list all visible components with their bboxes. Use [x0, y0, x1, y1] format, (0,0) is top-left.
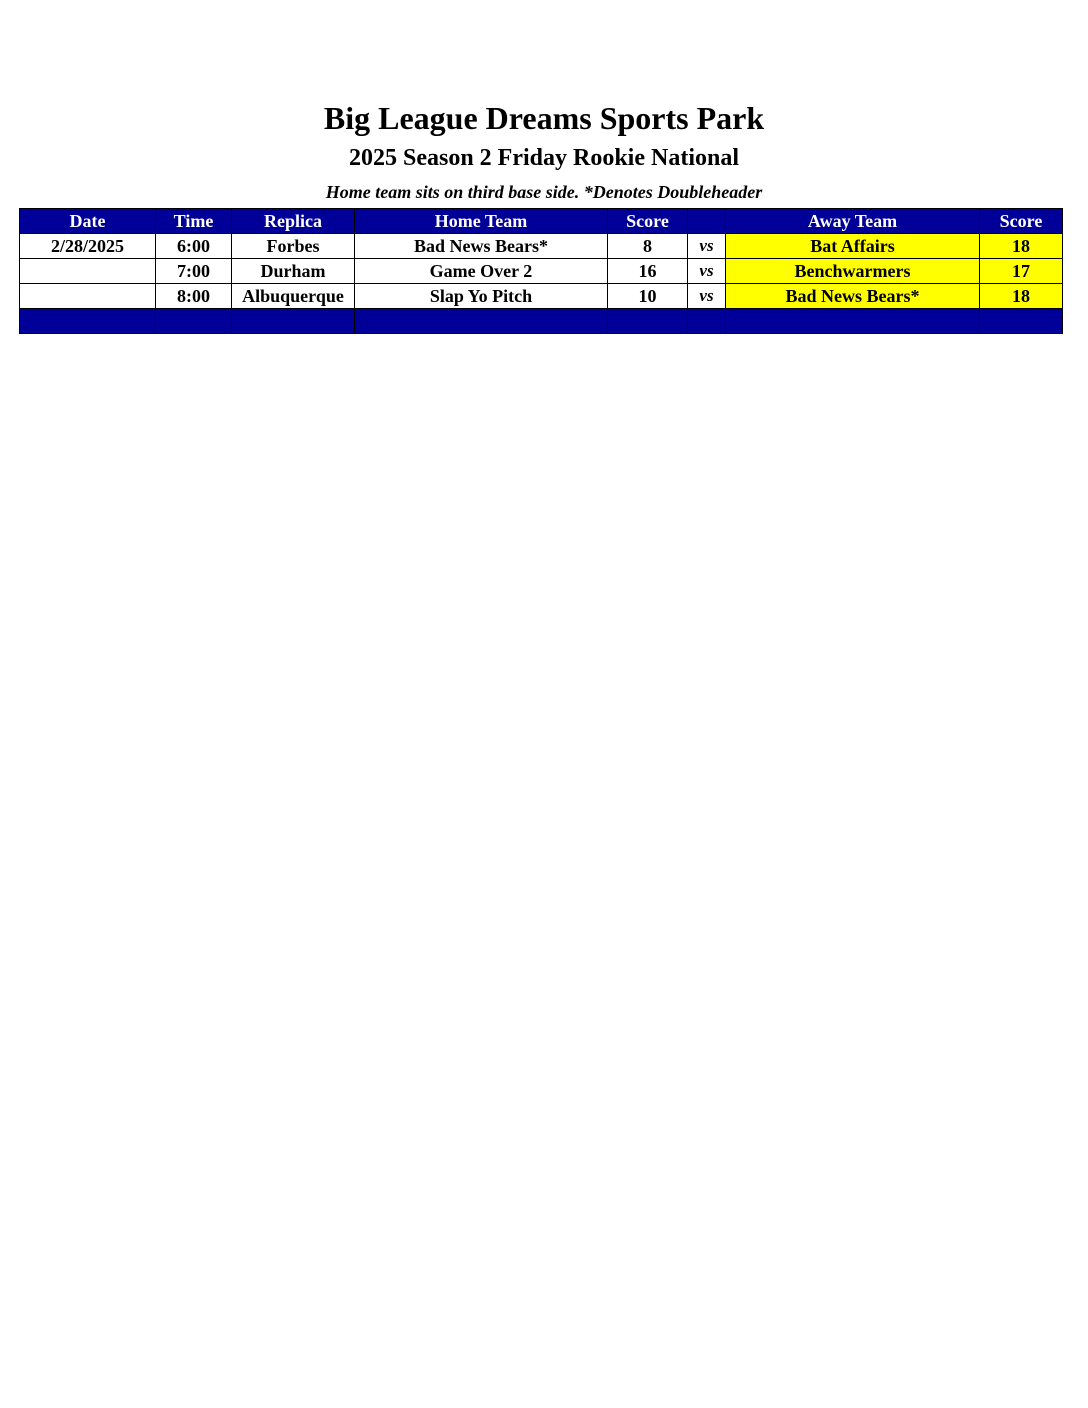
footer-cell [20, 309, 156, 334]
cell-replica: Forbes [232, 234, 355, 259]
cell-replica: Albuquerque [232, 284, 355, 309]
schedule-table [19, 208, 1063, 334]
table-header-row [20, 209, 1063, 234]
column-header-replica: Replica [232, 209, 355, 234]
cell-home-team: Game Over 2 [355, 259, 608, 284]
cell-vs: vs [688, 234, 726, 259]
table-row [20, 259, 1063, 284]
cell-date [20, 284, 156, 309]
cell-away-score: 18 [980, 234, 1063, 259]
cell-home-team: Slap Yo Pitch [355, 284, 608, 309]
cell-away-score: 17 [980, 259, 1063, 284]
cell-home-score: 16 [608, 259, 688, 284]
footer-cell [608, 309, 688, 334]
doubleheader-note: Home team sits on third base side. *Denotes Doubleheader [325, 182, 763, 202]
column-header-time: Time [156, 209, 232, 234]
column-header-away-score: Score [980, 209, 1063, 234]
page-title: Big League Dreams Sports Park [323, 100, 765, 136]
cell-time: 7:00 [156, 259, 232, 284]
cell-date: 2/28/2025 [20, 234, 156, 259]
cell-away-team: Benchwarmers [726, 259, 980, 284]
table-footer-row [20, 309, 1063, 334]
cell-away-team: Bat Affairs [726, 234, 980, 259]
column-header-home-score: Score [608, 209, 688, 234]
cell-home-score: 10 [608, 284, 688, 309]
table-row [20, 284, 1063, 309]
cell-vs: vs [688, 259, 726, 284]
cell-replica: Durham [232, 259, 355, 284]
column-header-away-team: Away Team [726, 209, 980, 234]
cell-home-score: 8 [608, 234, 688, 259]
page-subtitle: 2025 Season 2 Friday Rookie National [348, 145, 740, 171]
cell-home-team: Bad News Bears* [355, 234, 608, 259]
footer-cell [232, 309, 355, 334]
column-header-home-team: Home Team [355, 209, 608, 234]
footer-cell [355, 309, 608, 334]
cell-time: 6:00 [156, 234, 232, 259]
cell-time: 8:00 [156, 284, 232, 309]
cell-date [20, 259, 156, 284]
cell-away-team: Bad News Bears* [726, 284, 980, 309]
footer-cell [688, 309, 726, 334]
cell-vs: vs [688, 284, 726, 309]
column-header-vs [688, 209, 726, 234]
table-row [20, 234, 1063, 259]
footer-cell [980, 309, 1063, 334]
cell-away-score: 18 [980, 284, 1063, 309]
footer-cell [156, 309, 232, 334]
footer-cell [726, 309, 980, 334]
column-header-date: Date [20, 209, 156, 234]
